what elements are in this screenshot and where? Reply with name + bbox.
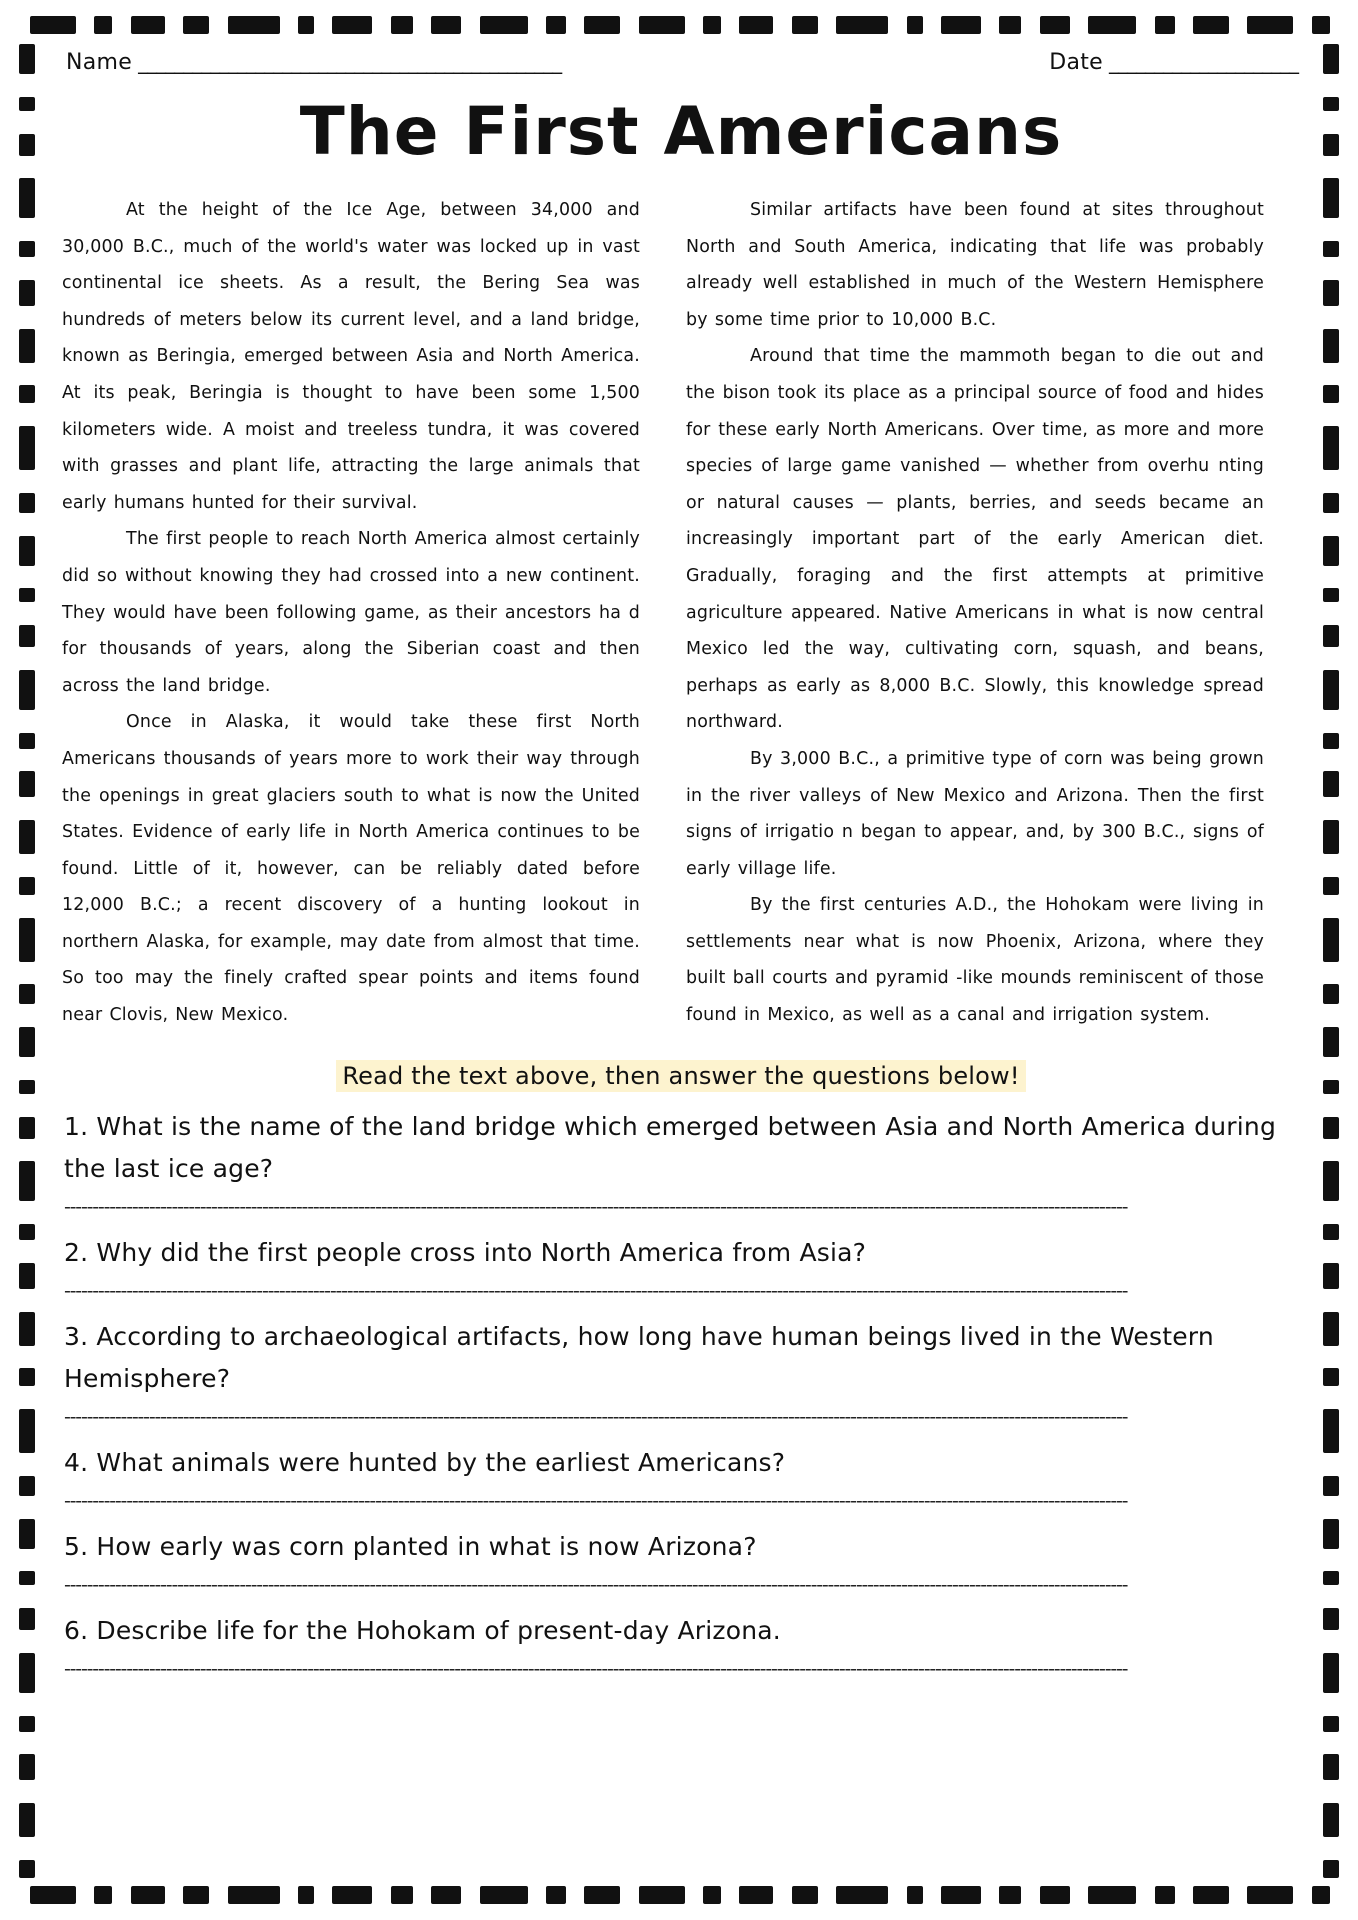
border-dash	[19, 1716, 35, 1732]
border-dash	[792, 1886, 818, 1904]
border-dash	[703, 16, 721, 34]
border-dash	[228, 16, 280, 34]
border-dash	[480, 1886, 528, 1904]
answer-line[interactable]: --------------------------------------------------------------------------------------------------------------------------------------------------------------------------------------------	[64, 1279, 1128, 1302]
border-dash	[19, 820, 35, 854]
border-dash	[183, 1886, 209, 1904]
border-dash	[1323, 984, 1339, 1004]
border-dash	[19, 536, 35, 566]
border-dash	[584, 1886, 620, 1904]
question-item: 6. Describe life for the Hohokam of present-day Arizona.	[64, 1615, 781, 1645]
border-dash	[19, 1080, 35, 1094]
passage-column-right	[686, 192, 1264, 1034]
border-dash	[19, 97, 35, 111]
border-dash	[19, 1263, 35, 1289]
border-dash	[19, 1476, 35, 1496]
border-dash	[739, 16, 773, 34]
border-dash	[298, 16, 314, 34]
border-dash	[19, 280, 35, 306]
border-dash	[1247, 16, 1293, 34]
border-dash	[999, 16, 1021, 34]
border-dash	[1323, 1608, 1339, 1630]
border-dash	[1323, 820, 1339, 854]
border-dash	[19, 588, 35, 602]
border-dash	[1323, 1117, 1339, 1139]
answer-line[interactable]: --------------------------------------------------------------------------------------------------------------------------------------------------------------------------------------------	[64, 1195, 1128, 1218]
border-dash	[1323, 1571, 1339, 1585]
paragraph: At the height of the Ice Age, between 34,000 and 30,000 B.C., much of the world's water was locked up in vast continental ice sheets. As a result, the Bering Sea was hundreds of meters below its current level, and a land bridge, known as Beringia, emerged between Asia and North America. At its peak, Beringia is thought to have been some 1,500 kilometers wide. A moist and treeless tundra, it was covered with grasses and plant life, attracting the large animals that early humans hunted for their survival.	[62, 200, 640, 513]
name-input-rule[interactable]: _______________________________________________	[138, 50, 562, 74]
border-dash	[1323, 1476, 1339, 1496]
questions-list	[56, 1106, 1306, 1684]
answer-line[interactable]: --------------------------------------------------------------------------------------------------------------------------------------------------------------------------------------------	[64, 1657, 1128, 1680]
border-dash	[19, 1653, 35, 1693]
border-dash	[1323, 1803, 1339, 1837]
border-dash	[907, 1886, 923, 1904]
border-dash	[19, 1754, 35, 1780]
border-dash	[19, 493, 35, 513]
border-dash	[19, 1519, 35, 1549]
border-dash	[19, 771, 35, 797]
border-dash	[19, 329, 35, 363]
border-dash	[391, 16, 413, 34]
border-dash	[19, 134, 35, 156]
border-dash	[19, 241, 35, 257]
border-dash	[1088, 1886, 1136, 1904]
border-dash	[836, 1886, 888, 1904]
question-item: 3. According to archaeological artifacts, how long have human beings lived in the Western Hemisphere?	[64, 1321, 1214, 1393]
border-dash	[999, 1886, 1021, 1904]
name-field-group[interactable]	[66, 50, 561, 75]
border-dash	[19, 1312, 35, 1346]
question-item: 4. What animals were hunted by the earliest Americans?	[64, 1447, 786, 1477]
worksheet-content	[56, 50, 1306, 1694]
decorative-border-left	[16, 44, 38, 1878]
decorative-border-top	[30, 14, 1330, 36]
border-dash	[907, 16, 923, 34]
border-dash	[584, 16, 620, 34]
border-dash	[1323, 1312, 1339, 1346]
border-dash	[298, 1886, 314, 1904]
border-dash	[1323, 1716, 1339, 1732]
passage-column-left	[62, 192, 640, 1034]
border-dash	[639, 16, 685, 34]
border-dash	[1323, 426, 1339, 470]
date-field-group[interactable]	[1049, 50, 1298, 75]
border-dash	[19, 426, 35, 470]
border-dash	[1323, 280, 1339, 306]
border-dash	[1323, 385, 1339, 403]
paragraph: Similar artifacts have been found at sites throughout North and South America, indicating that life was probably already well established in much of the Western Hemisphere by some time prior to 10,000 B.C.	[686, 200, 1264, 330]
border-dash	[1323, 44, 1339, 74]
border-dash	[19, 1803, 35, 1837]
border-dash	[1323, 733, 1339, 749]
border-dash	[1323, 1224, 1339, 1240]
paragraph: By 3,000 B.C., a primitive type of corn was being grown in the river valleys of New Mexico and Arizona. Then the first signs of irrigatio n began to appear, and, by 300 B.C., signs of early village life.	[686, 748, 1264, 879]
question-item: 1. What is the name of the land bridge which emerged between Asia and North America during the last ice age?	[64, 1111, 1277, 1183]
instruction-row	[56, 1060, 1306, 1092]
border-dash	[19, 1027, 35, 1057]
border-dash	[183, 16, 209, 34]
border-dash	[1323, 1860, 1339, 1878]
border-dash	[1193, 16, 1229, 34]
border-dash	[1323, 1653, 1339, 1693]
instruction-banner: Read the text above, then answer the questions below!	[336, 1060, 1025, 1092]
paragraph: The first people to reach North America almost certainly did so without knowing they had crossed into a new continent. They would have been following game, as their ancestors ha d for thousands of years, along the Siberian coast and then across the land bridge.	[62, 529, 640, 696]
border-dash	[19, 1161, 35, 1201]
border-dash	[1155, 1886, 1175, 1904]
border-dash	[546, 1886, 566, 1904]
border-dash	[19, 1117, 35, 1139]
page-title: The First Americans	[299, 93, 1063, 170]
border-dash	[1323, 670, 1339, 710]
border-dash	[1323, 625, 1339, 647]
border-dash	[1193, 1886, 1229, 1904]
date-label: Date	[1049, 50, 1103, 75]
border-dash	[431, 16, 461, 34]
border-dash	[1323, 493, 1339, 513]
border-dash	[1323, 588, 1339, 602]
border-dash	[1323, 1519, 1339, 1549]
answer-line[interactable]: --------------------------------------------------------------------------------------------------------------------------------------------------------------------------------------------	[64, 1573, 1128, 1596]
border-dash	[19, 1409, 35, 1453]
border-dash	[19, 385, 35, 403]
name-label: Name	[66, 50, 133, 75]
border-dash	[19, 44, 35, 74]
border-dash	[1323, 97, 1339, 111]
border-dash	[1323, 134, 1339, 156]
border-dash	[639, 1886, 685, 1904]
border-dash	[1323, 1368, 1339, 1386]
border-dash	[19, 625, 35, 647]
border-dash	[1155, 16, 1175, 34]
paragraph: Once in Alaska, it would take these first North Americans thousands of years more to work their way through the openings in great glaciers south to what is now the United States. Evidence of early life in North America continues to be found. Little of it, however, can be reliably dated before 12,000 B.C.; a recent discovery of a hunting lookout in northern Alaska, for example, may date from almost that time. So too may the finely crafted spear points and items found near Clovis, New Mexico.	[62, 712, 640, 1026]
border-dash	[1323, 918, 1339, 962]
border-dash	[1323, 536, 1339, 566]
paragraph: Around that time the mammoth began to die out and the bison took its place as a principal source of food and hides for these early North Americans. Over time, as more and more species of large game vanished — whether from overhu nting or natural causes — plants, berries, and seeds became an increasingly important part of the early American diet. Gradually, foraging and the first attempts at primitive agriculture appeared. Native Americans in what is now central Mexico led the way, cultivating corn, squash, and beans, perhaps as early as 8,000 B.C. Slowly, this knowledge spread northward.	[686, 346, 1264, 733]
border-dash	[792, 16, 818, 34]
border-dash	[1323, 1027, 1339, 1057]
date-input-rule[interactable]: _____________________	[1109, 50, 1298, 74]
decorative-border-bottom	[30, 1884, 1330, 1906]
border-dash	[1323, 771, 1339, 797]
paragraph: By the first centuries A.D., the Hohokam were living in settlements near what is now Phoenix, Arizona, where they built ball courts and pyramid -like mounds reminiscent of those found in Mexico, as well as a canal and irrigation system.	[686, 895, 1264, 1026]
border-dash	[1247, 1886, 1293, 1904]
question-item: 2. Why did the first people cross into North America from Asia?	[64, 1237, 867, 1267]
border-dash	[1088, 16, 1136, 34]
border-dash	[941, 16, 981, 34]
border-dash	[19, 1224, 35, 1240]
border-dash	[1323, 1754, 1339, 1780]
border-dash	[19, 1860, 35, 1878]
border-dash	[332, 16, 372, 34]
border-dash	[19, 1368, 35, 1386]
border-dash	[391, 1886, 413, 1904]
border-dash	[546, 16, 566, 34]
border-dash	[332, 1886, 372, 1904]
border-dash	[131, 1886, 165, 1904]
border-dash	[1323, 1161, 1339, 1201]
border-dash	[30, 16, 76, 34]
border-dash	[480, 16, 528, 34]
border-dash	[19, 984, 35, 1004]
border-dash	[19, 877, 35, 895]
border-dash	[30, 1886, 76, 1904]
border-dash	[739, 1886, 773, 1904]
border-dash	[1323, 1263, 1339, 1289]
answer-line[interactable]: --------------------------------------------------------------------------------------------------------------------------------------------------------------------------------------------	[64, 1489, 1128, 1512]
border-dash	[1312, 1886, 1330, 1904]
border-dash	[1323, 329, 1339, 363]
answer-line[interactable]: --------------------------------------------------------------------------------------------------------------------------------------------------------------------------------------------	[64, 1405, 1128, 1428]
border-dash	[1323, 241, 1339, 257]
border-dash	[703, 1886, 721, 1904]
border-dash	[1323, 1409, 1339, 1453]
border-dash	[836, 16, 888, 34]
border-dash	[431, 1886, 461, 1904]
border-dash	[1323, 1080, 1339, 1094]
border-dash	[19, 178, 35, 218]
border-dash	[1323, 178, 1339, 218]
border-dash	[228, 1886, 280, 1904]
border-dash	[19, 670, 35, 710]
border-dash	[94, 1886, 112, 1904]
passage-columns	[56, 192, 1306, 1034]
border-dash	[1040, 1886, 1070, 1904]
border-dash	[19, 1571, 35, 1585]
border-dash	[1312, 16, 1330, 34]
border-dash	[19, 1608, 35, 1630]
border-dash	[94, 16, 112, 34]
border-dash	[941, 1886, 981, 1904]
border-dash	[131, 16, 165, 34]
border-dash	[1323, 877, 1339, 895]
decorative-border-right	[1320, 44, 1342, 1878]
border-dash	[19, 733, 35, 749]
question-item: 5. How early was corn planted in what is now Arizona?	[64, 1531, 757, 1561]
name-date-row	[56, 50, 1306, 75]
border-dash	[1040, 16, 1070, 34]
border-dash	[19, 918, 35, 962]
